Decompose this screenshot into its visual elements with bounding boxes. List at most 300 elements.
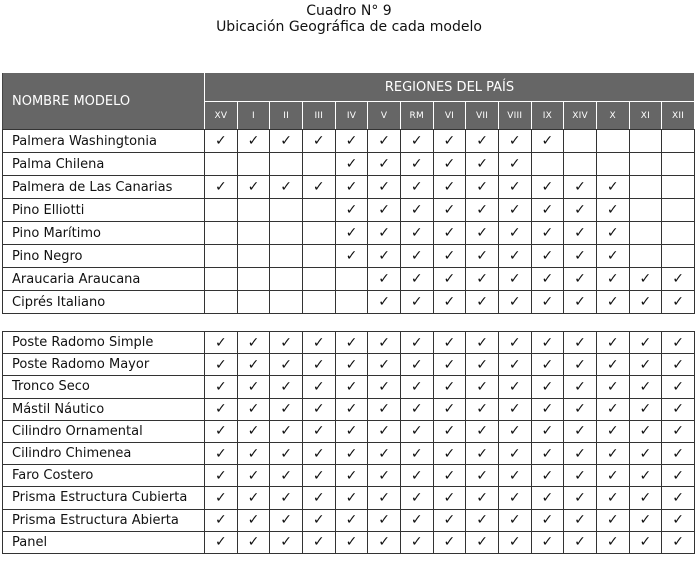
- model-name: Pino Marítimo: [3, 222, 205, 245]
- check-icon: ✓: [629, 376, 662, 398]
- empty-cell: [205, 222, 238, 245]
- empty-cell: [302, 153, 335, 176]
- check-icon: ✓: [531, 398, 564, 420]
- check-icon: ✓: [466, 176, 499, 199]
- check-icon: ✓: [596, 442, 629, 464]
- check-icon: ✓: [466, 376, 499, 398]
- model-name: Prisma Estructura Cubierta: [3, 487, 205, 509]
- check-icon: ✓: [564, 398, 597, 420]
- table-row: [3, 176, 695, 199]
- check-icon: ✓: [662, 442, 695, 464]
- check-icon: ✓: [302, 376, 335, 398]
- check-icon: ✓: [498, 268, 531, 291]
- check-icon: ✓: [498, 291, 531, 314]
- region-code-iv: IV: [335, 102, 368, 130]
- model-name: Mástil Náutico: [3, 398, 205, 420]
- empty-cell: [205, 245, 238, 268]
- check-icon: ✓: [433, 268, 466, 291]
- check-icon: ✓: [564, 291, 597, 314]
- check-icon: ✓: [205, 398, 238, 420]
- check-icon: ✓: [270, 176, 303, 199]
- check-icon: ✓: [270, 130, 303, 153]
- regions-header: REGIONES DEL PAÍS: [205, 73, 695, 102]
- empty-cell: [270, 199, 303, 222]
- check-icon: ✓: [629, 291, 662, 314]
- check-icon: ✓: [368, 130, 401, 153]
- check-icon: ✓: [237, 398, 270, 420]
- check-icon: ✓: [466, 420, 499, 442]
- check-icon: ✓: [564, 420, 597, 442]
- check-icon: ✓: [498, 465, 531, 487]
- check-icon: ✓: [400, 509, 433, 531]
- check-icon: ✓: [433, 487, 466, 509]
- check-icon: ✓: [335, 398, 368, 420]
- check-icon: ✓: [596, 398, 629, 420]
- check-icon: ✓: [596, 465, 629, 487]
- check-icon: ✓: [596, 376, 629, 398]
- check-icon: ✓: [531, 420, 564, 442]
- check-icon: ✓: [498, 420, 531, 442]
- check-icon: ✓: [498, 245, 531, 268]
- check-icon: ✓: [400, 130, 433, 153]
- table-row: [3, 509, 695, 531]
- check-icon: ✓: [400, 199, 433, 222]
- model-name: Panel: [3, 531, 205, 553]
- check-icon: ✓: [662, 354, 695, 376]
- check-icon: ✓: [662, 487, 695, 509]
- check-icon: ✓: [400, 420, 433, 442]
- check-icon: ✓: [596, 199, 629, 222]
- check-icon: ✓: [205, 130, 238, 153]
- check-icon: ✓: [400, 291, 433, 314]
- check-icon: ✓: [400, 176, 433, 199]
- check-icon: ✓: [629, 487, 662, 509]
- check-icon: ✓: [433, 153, 466, 176]
- table-title: Cuadro N° 9: [306, 3, 392, 19]
- check-icon: ✓: [270, 509, 303, 531]
- check-icon: ✓: [466, 332, 499, 354]
- region-code-xv: XV: [205, 102, 238, 130]
- check-icon: ✓: [433, 245, 466, 268]
- check-icon: ✓: [237, 509, 270, 531]
- check-icon: ✓: [237, 332, 270, 354]
- check-icon: ✓: [335, 487, 368, 509]
- check-icon: ✓: [205, 354, 238, 376]
- empty-cell: [662, 245, 695, 268]
- check-icon: ✓: [205, 442, 238, 464]
- empty-cell: [564, 153, 597, 176]
- empty-cell: [335, 291, 368, 314]
- model-name: Ciprés Italiano: [3, 291, 205, 314]
- check-icon: ✓: [368, 376, 401, 398]
- empty-cell: [205, 291, 238, 314]
- check-icon: ✓: [498, 332, 531, 354]
- check-icon: ✓: [400, 465, 433, 487]
- check-icon: ✓: [433, 354, 466, 376]
- check-icon: ✓: [564, 222, 597, 245]
- empty-cell: [564, 130, 597, 153]
- check-icon: ✓: [400, 442, 433, 464]
- empty-cell: [270, 222, 303, 245]
- region-code-x: X: [596, 102, 629, 130]
- region-code-ii: II: [270, 102, 303, 130]
- check-icon: ✓: [466, 442, 499, 464]
- check-icon: ✓: [531, 245, 564, 268]
- check-icon: ✓: [531, 332, 564, 354]
- region-code-ix: IX: [531, 102, 564, 130]
- check-icon: ✓: [237, 465, 270, 487]
- check-icon: ✓: [466, 199, 499, 222]
- check-icon: ✓: [498, 442, 531, 464]
- check-icon: ✓: [205, 465, 238, 487]
- check-icon: ✓: [270, 465, 303, 487]
- model-name: Pino Negro: [3, 245, 205, 268]
- check-icon: ✓: [564, 354, 597, 376]
- check-icon: ✓: [368, 442, 401, 464]
- table-row: [3, 291, 695, 314]
- check-icon: ✓: [205, 531, 238, 553]
- model-name: Prisma Estructura Abierta: [3, 509, 205, 531]
- check-icon: ✓: [531, 376, 564, 398]
- check-icon: ✓: [433, 465, 466, 487]
- empty-cell: [205, 199, 238, 222]
- check-icon: ✓: [368, 487, 401, 509]
- region-code-xiv: XIV: [564, 102, 597, 130]
- check-icon: ✓: [205, 332, 238, 354]
- check-icon: ✓: [302, 354, 335, 376]
- check-icon: ✓: [498, 376, 531, 398]
- check-icon: ✓: [498, 354, 531, 376]
- empty-cell: [205, 153, 238, 176]
- check-icon: ✓: [662, 398, 695, 420]
- empty-cell: [270, 245, 303, 268]
- check-icon: ✓: [400, 531, 433, 553]
- check-icon: ✓: [237, 376, 270, 398]
- table-row: [3, 531, 695, 553]
- table-section-2: [2, 331, 695, 554]
- check-icon: ✓: [302, 420, 335, 442]
- check-icon: ✓: [662, 420, 695, 442]
- check-icon: ✓: [302, 176, 335, 199]
- check-icon: ✓: [205, 376, 238, 398]
- check-icon: ✓: [596, 487, 629, 509]
- check-icon: ✓: [662, 531, 695, 553]
- check-icon: ✓: [466, 531, 499, 553]
- table-row: [3, 376, 695, 398]
- check-icon: ✓: [596, 222, 629, 245]
- check-icon: ✓: [270, 332, 303, 354]
- check-icon: ✓: [368, 398, 401, 420]
- check-icon: ✓: [662, 509, 695, 531]
- check-icon: ✓: [662, 268, 695, 291]
- check-icon: ✓: [564, 376, 597, 398]
- check-icon: ✓: [433, 509, 466, 531]
- region-code-rm: RM: [400, 102, 433, 130]
- check-icon: ✓: [498, 153, 531, 176]
- check-icon: ✓: [433, 291, 466, 314]
- check-icon: ✓: [531, 531, 564, 553]
- model-name: Palma Chilena: [3, 153, 205, 176]
- check-icon: ✓: [368, 291, 401, 314]
- empty-cell: [302, 291, 335, 314]
- check-icon: ✓: [368, 531, 401, 553]
- check-icon: ✓: [531, 442, 564, 464]
- check-icon: ✓: [368, 268, 401, 291]
- check-icon: ✓: [531, 268, 564, 291]
- check-icon: ✓: [368, 199, 401, 222]
- check-icon: ✓: [400, 332, 433, 354]
- check-icon: ✓: [368, 245, 401, 268]
- check-icon: ✓: [270, 531, 303, 553]
- check-icon: ✓: [237, 531, 270, 553]
- check-icon: ✓: [629, 442, 662, 464]
- empty-cell: [335, 268, 368, 291]
- check-icon: ✓: [596, 354, 629, 376]
- check-icon: ✓: [302, 332, 335, 354]
- check-icon: ✓: [564, 245, 597, 268]
- check-icon: ✓: [433, 222, 466, 245]
- empty-cell: [237, 245, 270, 268]
- empty-cell: [237, 268, 270, 291]
- check-icon: ✓: [368, 420, 401, 442]
- name-column-header: NOMBRE MODELO: [3, 73, 205, 130]
- check-icon: ✓: [466, 153, 499, 176]
- empty-cell: [205, 268, 238, 291]
- check-icon: ✓: [662, 376, 695, 398]
- check-icon: ✓: [564, 442, 597, 464]
- check-icon: ✓: [433, 332, 466, 354]
- region-code-vi: VI: [433, 102, 466, 130]
- empty-cell: [662, 153, 695, 176]
- empty-cell: [662, 222, 695, 245]
- check-icon: ✓: [629, 509, 662, 531]
- region-code-viii: VIII: [498, 102, 531, 130]
- model-name: Tronco Seco: [3, 376, 205, 398]
- check-icon: ✓: [433, 130, 466, 153]
- empty-cell: [302, 222, 335, 245]
- check-icon: ✓: [466, 130, 499, 153]
- table-row: [3, 153, 695, 176]
- check-icon: ✓: [466, 509, 499, 531]
- check-icon: ✓: [433, 398, 466, 420]
- check-icon: ✓: [237, 487, 270, 509]
- check-icon: ✓: [629, 398, 662, 420]
- check-icon: ✓: [662, 332, 695, 354]
- check-icon: ✓: [531, 509, 564, 531]
- check-icon: ✓: [270, 376, 303, 398]
- table-row: [3, 268, 695, 291]
- check-icon: ✓: [433, 199, 466, 222]
- check-icon: ✓: [596, 176, 629, 199]
- check-icon: ✓: [498, 130, 531, 153]
- check-icon: ✓: [302, 509, 335, 531]
- region-code-i: I: [237, 102, 270, 130]
- check-icon: ✓: [466, 465, 499, 487]
- check-icon: ✓: [335, 245, 368, 268]
- model-name: Pino Elliotti: [3, 199, 205, 222]
- check-icon: ✓: [400, 245, 433, 268]
- empty-cell: [629, 153, 662, 176]
- empty-cell: [662, 199, 695, 222]
- region-code-v: V: [368, 102, 401, 130]
- check-icon: ✓: [302, 465, 335, 487]
- check-icon: ✓: [270, 420, 303, 442]
- check-icon: ✓: [335, 130, 368, 153]
- table-row: [3, 487, 695, 509]
- empty-cell: [302, 268, 335, 291]
- check-icon: ✓: [498, 176, 531, 199]
- check-icon: ✓: [596, 245, 629, 268]
- table-row: [3, 245, 695, 268]
- table-subtitle: Ubicación Geográfica de cada modelo: [216, 19, 482, 35]
- check-icon: ✓: [629, 354, 662, 376]
- check-icon: ✓: [564, 531, 597, 553]
- empty-cell: [629, 222, 662, 245]
- check-icon: ✓: [205, 176, 238, 199]
- table-row: [3, 199, 695, 222]
- check-icon: ✓: [498, 199, 531, 222]
- check-icon: ✓: [433, 176, 466, 199]
- check-icon: ✓: [400, 222, 433, 245]
- table-section-1: [2, 129, 695, 314]
- check-icon: ✓: [302, 531, 335, 553]
- check-icon: ✓: [466, 354, 499, 376]
- check-icon: ✓: [466, 268, 499, 291]
- empty-cell: [237, 222, 270, 245]
- check-icon: ✓: [302, 487, 335, 509]
- check-icon: ✓: [531, 487, 564, 509]
- check-icon: ✓: [531, 291, 564, 314]
- model-name: Faro Costero: [3, 465, 205, 487]
- check-icon: ✓: [466, 222, 499, 245]
- empty-cell: [629, 245, 662, 268]
- check-icon: ✓: [564, 268, 597, 291]
- check-icon: ✓: [564, 176, 597, 199]
- check-icon: ✓: [629, 420, 662, 442]
- check-icon: ✓: [498, 398, 531, 420]
- check-icon: ✓: [205, 487, 238, 509]
- check-icon: ✓: [237, 442, 270, 464]
- check-icon: ✓: [564, 487, 597, 509]
- empty-cell: [237, 291, 270, 314]
- check-icon: ✓: [270, 398, 303, 420]
- region-code-xii: XII: [662, 102, 695, 130]
- empty-cell: [596, 153, 629, 176]
- model-name: Cilindro Ornamental: [3, 420, 205, 442]
- region-code-vii: VII: [466, 102, 499, 130]
- check-icon: ✓: [335, 420, 368, 442]
- check-icon: ✓: [498, 531, 531, 553]
- check-icon: ✓: [335, 465, 368, 487]
- check-icon: ✓: [335, 509, 368, 531]
- model-name: Palmera de Las Canarias: [3, 176, 205, 199]
- region-code-xi: XI: [629, 102, 662, 130]
- empty-cell: [629, 199, 662, 222]
- table-row: [3, 442, 695, 464]
- check-icon: ✓: [400, 354, 433, 376]
- check-icon: ✓: [368, 222, 401, 245]
- empty-cell: [270, 153, 303, 176]
- check-icon: ✓: [270, 487, 303, 509]
- check-icon: ✓: [368, 465, 401, 487]
- table-row: [3, 420, 695, 442]
- check-icon: ✓: [335, 442, 368, 464]
- empty-cell: [302, 245, 335, 268]
- check-icon: ✓: [498, 222, 531, 245]
- check-icon: ✓: [466, 291, 499, 314]
- table-row: [3, 130, 695, 153]
- check-icon: ✓: [335, 376, 368, 398]
- check-icon: ✓: [531, 465, 564, 487]
- empty-cell: [270, 291, 303, 314]
- check-icon: ✓: [596, 420, 629, 442]
- empty-cell: [662, 130, 695, 153]
- table-header: [2, 72, 695, 130]
- check-icon: ✓: [629, 465, 662, 487]
- check-icon: ✓: [498, 509, 531, 531]
- check-icon: ✓: [433, 376, 466, 398]
- empty-cell: [629, 176, 662, 199]
- model-name: Palmera Washingtonia: [3, 130, 205, 153]
- check-icon: ✓: [335, 531, 368, 553]
- check-icon: ✓: [400, 487, 433, 509]
- check-icon: ✓: [335, 222, 368, 245]
- model-name: Cilindro Chimenea: [3, 442, 205, 464]
- check-icon: ✓: [335, 153, 368, 176]
- check-icon: ✓: [335, 354, 368, 376]
- check-icon: ✓: [531, 176, 564, 199]
- check-icon: ✓: [564, 199, 597, 222]
- check-icon: ✓: [335, 199, 368, 222]
- check-icon: ✓: [368, 332, 401, 354]
- check-icon: ✓: [531, 130, 564, 153]
- empty-cell: [629, 130, 662, 153]
- check-icon: ✓: [237, 354, 270, 376]
- model-name: Poste Radomo Mayor: [3, 354, 205, 376]
- check-icon: ✓: [400, 376, 433, 398]
- check-icon: ✓: [629, 268, 662, 291]
- check-icon: ✓: [205, 509, 238, 531]
- table-row: [3, 465, 695, 487]
- check-icon: ✓: [662, 465, 695, 487]
- empty-cell: [237, 199, 270, 222]
- empty-cell: [596, 130, 629, 153]
- check-icon: ✓: [368, 354, 401, 376]
- table-row: [3, 332, 695, 354]
- check-icon: ✓: [400, 398, 433, 420]
- check-icon: ✓: [596, 332, 629, 354]
- model-name: Araucaria Araucana: [3, 268, 205, 291]
- check-icon: ✓: [466, 398, 499, 420]
- empty-cell: [237, 153, 270, 176]
- check-icon: ✓: [368, 176, 401, 199]
- empty-cell: [302, 199, 335, 222]
- table-row: [3, 354, 695, 376]
- check-icon: ✓: [466, 487, 499, 509]
- table-row: [3, 398, 695, 420]
- table-row: [3, 222, 695, 245]
- check-icon: ✓: [596, 531, 629, 553]
- check-icon: ✓: [629, 531, 662, 553]
- check-icon: ✓: [335, 332, 368, 354]
- check-icon: ✓: [498, 487, 531, 509]
- check-icon: ✓: [531, 354, 564, 376]
- check-icon: ✓: [531, 222, 564, 245]
- empty-cell: [531, 153, 564, 176]
- check-icon: ✓: [564, 465, 597, 487]
- model-name: Poste Radomo Simple: [3, 332, 205, 354]
- check-icon: ✓: [270, 442, 303, 464]
